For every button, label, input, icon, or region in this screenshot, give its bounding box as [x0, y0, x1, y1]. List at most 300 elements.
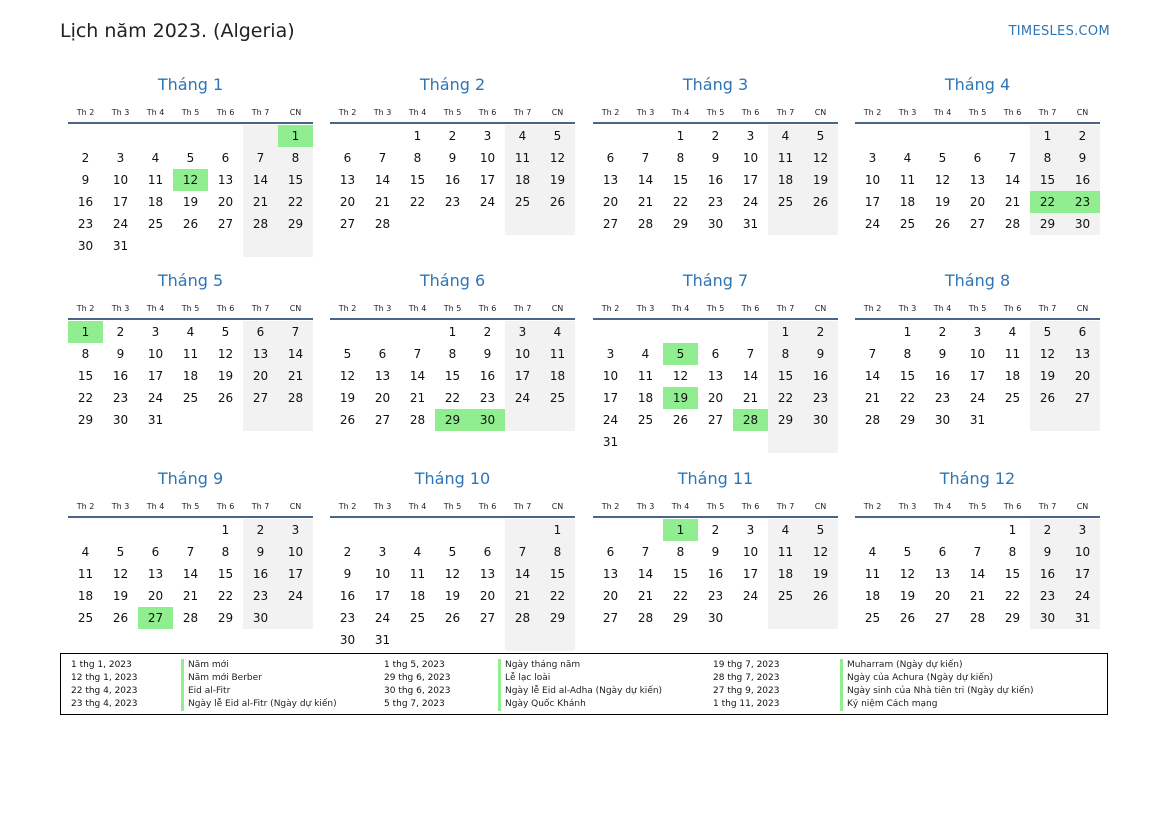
day-cell: 3 — [746, 129, 755, 143]
holiday-date: 28 thg 7, 2023 — [713, 673, 780, 683]
day-cell: 9 — [1065, 147, 1100, 169]
day-cell: 26 — [672, 413, 689, 427]
empty-cell — [925, 519, 960, 541]
weekday-label: Th 7 — [1038, 108, 1057, 117]
day-cell: 25 — [768, 585, 803, 607]
holiday-date: 12 thg 1, 2023 — [71, 673, 138, 683]
day-cell: 11 — [409, 567, 426, 581]
day-cell: 15 — [1004, 567, 1021, 581]
day-cell: 29 — [1030, 213, 1065, 235]
empty-cell — [628, 519, 663, 541]
day-cell: 22 — [77, 391, 94, 405]
empty-cell — [803, 607, 838, 629]
empty-cell — [1065, 409, 1100, 431]
day-cell: 1 — [540, 519, 575, 541]
day-cell: 21 — [374, 195, 391, 209]
day-cell: 8 — [676, 151, 685, 165]
day-cell: 25 — [1004, 391, 1021, 405]
day-cell: 18 — [637, 391, 654, 405]
day-cell: 4 — [540, 321, 575, 343]
day-cell: 26 — [112, 611, 129, 625]
day-cell: 30 — [707, 611, 724, 625]
weekday-header — [593, 300, 838, 320]
day-cell: 8 — [221, 545, 230, 559]
day-cell: 8 — [1030, 147, 1065, 169]
empty-cell — [855, 519, 890, 541]
day-cell: 6 — [1065, 321, 1100, 343]
day-cell: 12 — [112, 567, 129, 581]
day-cell: 2 — [483, 325, 492, 339]
day-cell: 7 — [973, 545, 982, 559]
day-cell: 3 — [378, 545, 387, 559]
day-cell: 5 — [116, 545, 125, 559]
day-grid — [593, 519, 838, 629]
empty-cell — [243, 235, 278, 257]
day-cell: 29 — [1004, 611, 1021, 625]
day-cell: 31 — [1065, 607, 1100, 629]
day-cell: 27 — [602, 217, 619, 231]
day-cell: 21 — [637, 195, 654, 209]
day-cell: 25 — [409, 611, 426, 625]
month-8 — [855, 268, 1100, 431]
weekday-label: Th 4 — [671, 304, 690, 313]
weekday-label: Th 7 — [251, 108, 270, 117]
day-cell: 9 — [711, 545, 720, 559]
day-cell: 20 — [969, 195, 986, 209]
day-cell: 10 — [602, 369, 619, 383]
day-cell: 29 — [217, 611, 234, 625]
empty-cell — [138, 235, 173, 257]
day-cell: 29 — [540, 607, 575, 629]
day-cell: 25 — [505, 191, 540, 213]
empty-cell — [208, 235, 243, 257]
day-cell: 27 — [602, 611, 619, 625]
holiday-date: 30 thg 6, 2023 — [384, 686, 451, 696]
month-title: Tháng 11 — [677, 469, 754, 488]
empty-cell — [330, 125, 365, 147]
day-cell: 17 — [505, 365, 540, 387]
month-title: Tháng 2 — [419, 75, 486, 94]
empty-cell — [960, 125, 995, 147]
day-cell: 25 — [182, 391, 199, 405]
day-cell: 10 — [505, 343, 540, 365]
empty-cell — [768, 213, 803, 235]
day-cell: 17 — [112, 195, 129, 209]
weekday-label: Th 5 — [968, 108, 987, 117]
empty-cell — [68, 519, 103, 541]
day-cell: 13 — [602, 173, 619, 187]
day-cell: 29 — [672, 217, 689, 231]
weekday-label: Th 6 — [216, 502, 235, 511]
day-cell: 15 — [1030, 169, 1065, 191]
day-cell: 19 — [1030, 365, 1065, 387]
day-cell: 5 — [1030, 321, 1065, 343]
month-9 — [68, 466, 313, 629]
day-cell: 15 — [409, 173, 426, 187]
day-cell: 5 — [803, 519, 838, 541]
empty-cell — [698, 431, 733, 453]
day-cell: 21 — [243, 191, 278, 213]
day-cell: 24 — [742, 589, 759, 603]
day-cell: 5 — [343, 347, 352, 361]
weekday-label: Th 6 — [216, 108, 235, 117]
day-cell: 17 — [742, 567, 759, 581]
day-cell: 5 — [186, 151, 195, 165]
weekday-label: Th 5 — [706, 304, 725, 313]
empty-cell — [733, 607, 768, 629]
day-cell: 11 — [864, 567, 881, 581]
day-cell: 4 — [413, 545, 422, 559]
day-cell: 24 — [278, 585, 313, 607]
day-cell: 1 — [221, 523, 230, 537]
weekday-label: Th 2 — [601, 304, 620, 313]
day-cell: 2 — [1065, 125, 1100, 147]
day-cell: 23 — [707, 195, 724, 209]
weekday-label: Th 7 — [776, 108, 795, 117]
day-cell: 19 — [934, 195, 951, 209]
empty-cell — [330, 321, 365, 343]
day-cell: 19 — [444, 589, 461, 603]
day-cell: 16 — [1030, 563, 1065, 585]
weekday-label: Th 7 — [776, 502, 795, 511]
day-cell: 31 — [374, 633, 391, 647]
day-cell: 27 — [243, 387, 278, 409]
day-cell: 1 — [413, 129, 422, 143]
weekday-label: CN — [289, 502, 302, 511]
day-cell: 26 — [182, 217, 199, 231]
day-cell: 5 — [903, 545, 912, 559]
day-cell: 1 — [903, 325, 912, 339]
day-cell: 25 — [540, 387, 575, 409]
day-cell: 16 — [339, 589, 356, 603]
day-cell: 4 — [505, 125, 540, 147]
day-cell: 16 — [803, 365, 838, 387]
day-cell: 23 — [803, 387, 838, 409]
holiday-name: Năm mới Berber — [181, 672, 262, 685]
day-grid — [330, 125, 575, 235]
day-cell: 2 — [711, 129, 720, 143]
day-cell: 16 — [934, 369, 951, 383]
month-title: Tháng 1 — [157, 75, 224, 94]
day-cell: 31 — [969, 413, 986, 427]
month-11 — [593, 466, 838, 629]
month-title: Tháng 4 — [944, 75, 1011, 94]
site-link[interactable]: TIMESLES.COM — [1008, 24, 1110, 39]
day-cell: 4 — [903, 151, 912, 165]
day-cell: 3 — [116, 151, 125, 165]
day-cell: 18 — [1004, 369, 1021, 383]
weekday-label: Th 3 — [111, 108, 130, 117]
day-cell: 26 — [217, 391, 234, 405]
day-cell: 8 — [278, 147, 313, 169]
month-4 — [855, 72, 1100, 235]
day-cell: 23 — [112, 391, 129, 405]
empty-cell — [208, 409, 243, 431]
day-cell: 12 — [672, 369, 689, 383]
weekday-label: CN — [1076, 502, 1089, 511]
day-cell: 15 — [672, 173, 689, 187]
weekday-label: Th 5 — [181, 502, 200, 511]
month-3 — [593, 72, 838, 235]
empty-cell — [400, 213, 435, 235]
weekday-header — [593, 104, 838, 124]
day-cell: 6 — [606, 545, 615, 559]
day-cell: 20 — [339, 195, 356, 209]
empty-cell — [435, 213, 470, 235]
day-cell: 26 — [803, 191, 838, 213]
weekday-label: Th 7 — [1038, 502, 1057, 511]
day-cell: 19 — [182, 195, 199, 209]
empty-cell — [803, 213, 838, 235]
day-cell: 8 — [413, 151, 422, 165]
empty-cell — [890, 125, 925, 147]
weekday-label: Th 5 — [968, 502, 987, 511]
weekday-label: Th 2 — [76, 502, 95, 511]
day-cell: 18 — [768, 563, 803, 585]
day-cell: 9 — [448, 151, 457, 165]
day-cell: 11 — [1004, 347, 1021, 361]
day-cell: 11 — [768, 541, 803, 563]
weekday-label: Th 6 — [1003, 108, 1022, 117]
holiday-name: Ngày lễ Eid al-Fitr (Ngày dự kiến) — [181, 698, 337, 711]
holiday-day-cell: 5 — [663, 343, 698, 365]
weekday-label: Th 6 — [1003, 304, 1022, 313]
day-cell: 25 — [864, 611, 881, 625]
weekday-label: Th 6 — [741, 108, 760, 117]
day-cell: 11 — [768, 147, 803, 169]
empty-cell — [103, 519, 138, 541]
day-cell: 23 — [77, 217, 94, 231]
day-cell: 6 — [606, 151, 615, 165]
empty-cell — [365, 519, 400, 541]
day-cell: 28 — [637, 611, 654, 625]
day-cell: 23 — [243, 585, 278, 607]
day-cell: 22 — [768, 387, 803, 409]
day-cell: 15 — [278, 169, 313, 191]
weekday-header — [855, 104, 1100, 124]
holiday-day-cell: 12 — [173, 169, 208, 191]
weekday-label: Th 4 — [408, 502, 427, 511]
day-cell: 28 — [278, 387, 313, 409]
day-cell: 14 — [864, 369, 881, 383]
day-cell: 18 — [768, 169, 803, 191]
weekday-header — [68, 104, 313, 124]
day-grid — [68, 125, 313, 257]
day-cell: 17 — [479, 173, 496, 187]
day-cell: 6 — [938, 545, 947, 559]
day-grid — [68, 321, 313, 431]
empty-cell — [400, 321, 435, 343]
weekday-label: Th 5 — [181, 304, 200, 313]
day-cell: 27 — [479, 611, 496, 625]
weekday-label: Th 3 — [373, 502, 392, 511]
weekday-header — [68, 300, 313, 320]
day-cell: 6 — [973, 151, 982, 165]
day-cell: 22 — [278, 191, 313, 213]
day-cell: 20 — [1065, 365, 1100, 387]
weekday-label: Th 3 — [373, 108, 392, 117]
day-cell: 9 — [938, 347, 947, 361]
day-cell: 8 — [448, 347, 457, 361]
month-5 — [68, 268, 313, 431]
empty-cell — [365, 321, 400, 343]
weekday-label: Th 3 — [898, 502, 917, 511]
day-cell: 31 — [602, 435, 619, 449]
day-cell: 10 — [278, 541, 313, 563]
day-cell: 13 — [339, 173, 356, 187]
holiday-date: 1 thg 5, 2023 — [384, 660, 445, 670]
holiday-date: 22 thg 4, 2023 — [71, 686, 138, 696]
day-cell: 23 — [1030, 585, 1065, 607]
day-cell: 11 — [899, 173, 916, 187]
empty-cell — [400, 629, 435, 651]
weekday-label: Th 2 — [863, 304, 882, 313]
empty-cell — [103, 125, 138, 147]
day-cell: 11 — [505, 147, 540, 169]
day-cell: 11 — [182, 347, 199, 361]
day-cell: 28 — [374, 217, 391, 231]
day-cell: 26 — [803, 585, 838, 607]
day-cell: 25 — [768, 191, 803, 213]
weekday-label: Th 2 — [601, 108, 620, 117]
day-cell: 18 — [409, 589, 426, 603]
empty-cell — [68, 125, 103, 147]
weekday-label: Th 3 — [111, 304, 130, 313]
day-cell: 13 — [934, 567, 951, 581]
day-cell: 26 — [540, 191, 575, 213]
weekday-label: Th 4 — [408, 304, 427, 313]
weekday-label: Th 4 — [146, 502, 165, 511]
day-cell: 22 — [444, 391, 461, 405]
empty-cell — [890, 519, 925, 541]
weekday-label: CN — [289, 304, 302, 313]
day-cell: 12 — [444, 567, 461, 581]
day-cell: 2 — [343, 545, 352, 559]
day-cell: 28 — [182, 611, 199, 625]
day-cell: 14 — [505, 563, 540, 585]
empty-cell — [663, 321, 698, 343]
day-cell: 13 — [479, 567, 496, 581]
day-cell: 8 — [903, 347, 912, 361]
day-cell: 19 — [803, 563, 838, 585]
day-cell: 17 — [602, 391, 619, 405]
holiday-date: 29 thg 6, 2023 — [384, 673, 451, 683]
empty-cell — [470, 213, 505, 235]
weekday-label: Th 4 — [933, 108, 952, 117]
day-cell: 14 — [374, 173, 391, 187]
day-cell: 13 — [374, 369, 391, 383]
weekday-header — [855, 498, 1100, 518]
weekday-label: Th 5 — [968, 304, 987, 313]
day-cell: 1 — [768, 321, 803, 343]
empty-cell — [995, 125, 1030, 147]
day-cell: 18 — [147, 195, 164, 209]
day-cell: 29 — [672, 611, 689, 625]
empty-cell — [540, 629, 575, 651]
day-cell: 16 — [77, 195, 94, 209]
day-cell: 3 — [606, 347, 615, 361]
day-cell: 21 — [864, 391, 881, 405]
day-grid — [68, 519, 313, 629]
empty-cell — [995, 409, 1030, 431]
empty-cell — [505, 409, 540, 431]
weekday-label: Th 4 — [933, 502, 952, 511]
day-cell: 24 — [505, 387, 540, 409]
empty-cell — [505, 213, 540, 235]
day-cell: 25 — [77, 611, 94, 625]
day-cell: 4 — [186, 325, 195, 339]
month-6 — [330, 268, 575, 431]
empty-cell — [243, 125, 278, 147]
day-cell: 14 — [637, 567, 654, 581]
day-cell: 13 — [707, 369, 724, 383]
weekday-label: Th 4 — [408, 108, 427, 117]
day-cell: 24 — [112, 217, 129, 231]
day-cell: 30 — [1030, 607, 1065, 629]
day-cell: 16 — [1065, 169, 1100, 191]
day-cell: 16 — [243, 563, 278, 585]
day-cell: 15 — [899, 369, 916, 383]
day-cell: 19 — [803, 169, 838, 191]
day-cell: 9 — [343, 567, 352, 581]
day-cell: 6 — [221, 151, 230, 165]
weekday-label: CN — [1076, 304, 1089, 313]
day-cell: 27 — [217, 217, 234, 231]
holiday-date: 23 thg 4, 2023 — [71, 699, 138, 709]
day-cell: 20 — [479, 589, 496, 603]
day-cell: 20 — [243, 365, 278, 387]
day-cell: 10 — [864, 173, 881, 187]
day-cell: 5 — [448, 545, 457, 559]
empty-cell — [803, 431, 838, 453]
empty-cell — [593, 519, 628, 541]
day-cell: 30 — [339, 633, 356, 647]
holiday-date: 19 thg 7, 2023 — [713, 660, 780, 670]
day-cell: 27 — [339, 217, 356, 231]
day-cell: 13 — [243, 343, 278, 365]
day-cell: 11 — [540, 343, 575, 365]
day-cell: 1 — [1008, 523, 1017, 537]
weekday-label: CN — [289, 108, 302, 117]
weekday-label: Th 3 — [373, 304, 392, 313]
holiday-name: Ngày của Achura (Ngày dự kiến) — [840, 672, 993, 685]
day-cell: 30 — [1065, 213, 1100, 235]
month-title: Tháng 8 — [944, 271, 1011, 290]
day-cell: 2 — [448, 129, 457, 143]
day-cell: 7 — [186, 545, 195, 559]
empty-cell — [470, 629, 505, 651]
day-cell: 15 — [672, 567, 689, 581]
empty-cell — [470, 519, 505, 541]
day-cell: 30 — [934, 413, 951, 427]
day-cell: 13 — [147, 567, 164, 581]
day-cell: 10 — [374, 567, 391, 581]
weekday-label: Th 5 — [706, 108, 725, 117]
day-cell: 12 — [540, 147, 575, 169]
month-2 — [330, 72, 575, 235]
day-cell: 14 — [969, 567, 986, 581]
holiday-day-cell: 19 — [663, 387, 698, 409]
day-cell: 10 — [112, 173, 129, 187]
holiday-day-cell: 28 — [733, 409, 768, 431]
day-cell: 30 — [112, 413, 129, 427]
empty-cell — [628, 321, 663, 343]
day-cell: 7 — [378, 151, 387, 165]
day-cell: 9 — [1030, 541, 1065, 563]
empty-cell — [855, 125, 890, 147]
holiday-name: Lễ lạc loài — [498, 672, 550, 685]
day-cell: 14 — [1004, 173, 1021, 187]
